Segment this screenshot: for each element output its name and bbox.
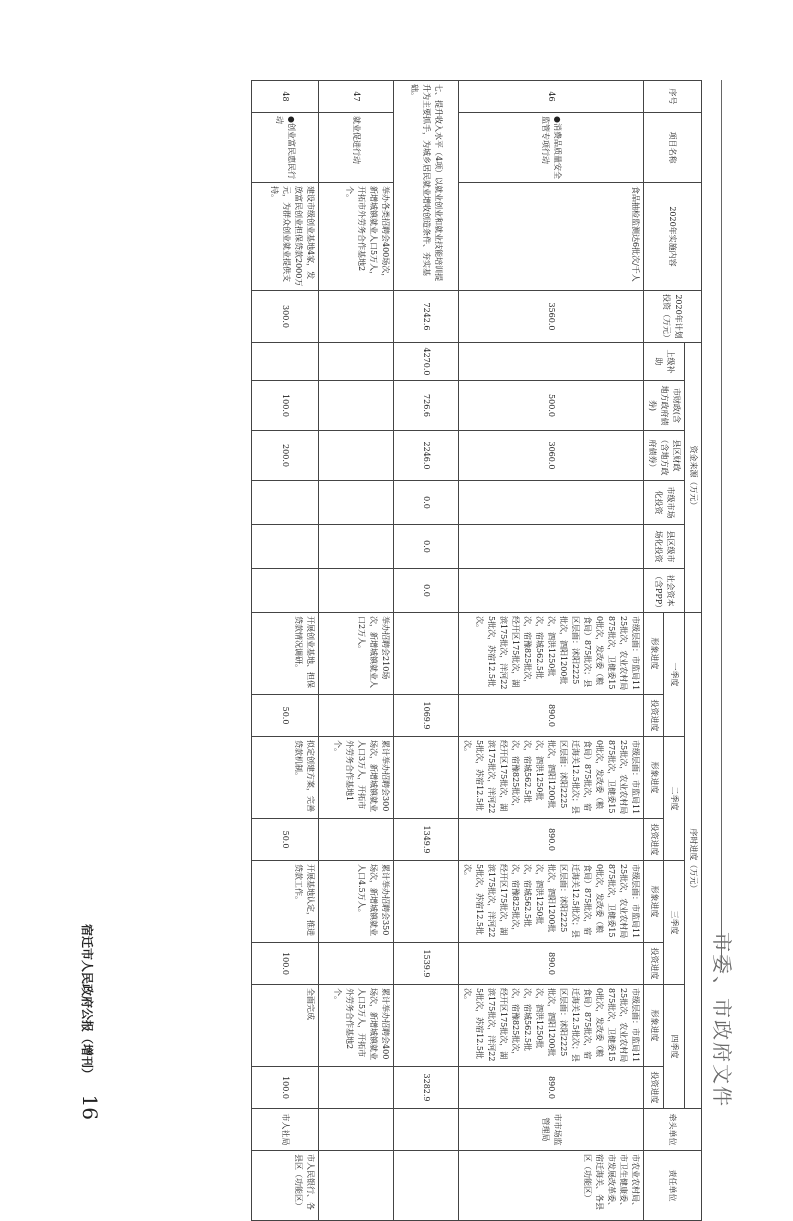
cell-lead — [319, 1109, 394, 1151]
cell-q2-invest: 890.0 — [459, 819, 644, 861]
table-row-47 — [319, 81, 394, 1221]
cell-plan: 7242.6 — [394, 291, 459, 343]
cell-resp — [319, 1151, 394, 1221]
cell-q3-visual — [394, 861, 459, 943]
header-schedule: 序时进度（万元） — [685, 613, 702, 1109]
header-q2-invest: 投资进度 — [644, 819, 665, 861]
cell-q4-visual: 市级层面：市监局1125批次，农业农村局875批次，卫健委150批次，发改委（粮食局）875批次，宿迁海关12.5批次；县区层面：沭阳2225批次，泗阳1200批次，泗洪1250批次，宿城562.5批次，宿豫825批次，经开区175批次，湖滨175批次，洋河225批次，苏宿12.5批次。 — [459, 985, 644, 1067]
cell-f-county: 3060.0 — [459, 431, 644, 481]
table-row-48 — [252, 81, 319, 1221]
cell-seq: 48 — [252, 81, 319, 113]
cell-f-sup — [252, 343, 319, 381]
cell-f-sup — [459, 343, 644, 381]
header-q4-invest: 投资进度 — [644, 1067, 665, 1109]
cell-f-sup — [319, 343, 394, 381]
cell-f-county-mkt — [319, 525, 394, 569]
header-resp: 责任单位 — [644, 1151, 702, 1221]
page-stage — [78, 80, 734, 1211]
document-footer — [68, 80, 102, 1120]
cell-q4-invest: 890.0 — [459, 1067, 644, 1109]
cell-q1-invest: 50.0 — [252, 695, 319, 737]
header-funding: 资金来源（万元） — [685, 343, 702, 613]
cell-content: 建设市级创业基地4家，发放富民创业担保贷款2000万元，为群众创业就业提供支持。 — [252, 183, 319, 291]
cell-q3-invest: 1539.9 — [394, 943, 459, 985]
cell-q1-visual — [394, 613, 459, 695]
cell-f-county: 200.0 — [252, 431, 319, 481]
cell-resp: 市农业农村局、市卫生健康委、市发展改革委、宿迁海关、各县区（功能区） — [459, 1151, 644, 1221]
cell-q2-visual: 拟定创建方案，完善贷款机制。 — [252, 737, 319, 819]
cell-lead — [394, 1109, 459, 1151]
table-section-row — [394, 81, 459, 1221]
cell-f-county — [319, 431, 394, 481]
cell-seq: 46 — [459, 81, 644, 113]
cell-f-city-mkt — [459, 481, 644, 525]
cell-section-name: 七、提升收入水平（4项）以就业创业和就业技能培训提升为主要抓手，为城乡居民就业增收创造条件、夯实基础。 — [394, 81, 459, 291]
header-content: 2020年实施内容 — [644, 183, 702, 291]
cell-f-social — [252, 569, 319, 613]
cell-f-city-mkt — [319, 481, 394, 525]
header-q4-visual: 形象进度 — [644, 985, 665, 1067]
document-header — [702, 80, 742, 1120]
cell-name: 就业促进行动 — [319, 113, 394, 183]
cell-q2-visual — [394, 737, 459, 819]
cell-q1-invest — [319, 695, 394, 737]
cell-plan: 3560.0 — [459, 291, 644, 343]
header-q1-visual: 形象进度 — [644, 613, 665, 695]
cell-q1-visual: 开展创业基地、担保贷款情况调研。 — [252, 613, 319, 695]
header-rule — [721, 80, 722, 970]
header-q2: 二季度 — [664, 737, 685, 861]
cell-f-social — [319, 569, 394, 613]
header-f-county-mkt: 县区级市场化投资 — [644, 525, 685, 569]
cell-lead: 市市场监管理局 — [459, 1109, 644, 1151]
cell-q4-invest: 3282.9 — [394, 1067, 459, 1109]
cell-name: ●消费品质量安全监管专项行动 — [459, 113, 644, 183]
cell-q2-visual: 市级层面：市监局1125批次，农业农村局875批次，卫健委150批次，发改委（粮食局）875批次，宿迁海关12.5批次；县区层面：沭阳2225批次，泗阳1200批次，泗洪1250批次，宿城562.5批次，宿豫825批次，经开区175批次，湖滨175批次，洋河225批次，苏宿12.5批次。 — [459, 737, 644, 819]
cell-name: ●创业富民惠民行动 — [252, 113, 319, 183]
header-f-city-mkt: 市级市场化投资 — [644, 481, 685, 525]
cell-q2-invest: 1349.9 — [394, 819, 459, 861]
cell-f-city-mkt: 0.0 — [394, 481, 459, 525]
cell-seq: 47 — [319, 81, 394, 113]
cell-f-city: 100.0 — [252, 381, 319, 431]
header-f-county: 县区财政（含地方政府债券） — [644, 431, 685, 481]
cell-q3-visual: 市级层面：市监局1125批次，农业农村局875批次，卫健委150批次，发改委（粮食局）875批次，宿迁海关12.5批次；县区层面：沭阳2225批次，泗阳1200批次，泗洪1250批次，宿城562.5批次，宿豫825批次，经开区175批次，湖滨175批次，洋河225批次，苏宿12.5批次。 — [459, 861, 644, 943]
header-q2-visual: 形象进度 — [644, 737, 665, 819]
header-f-sup: 上级补助 — [644, 343, 685, 381]
cell-plan: 300.0 — [252, 291, 319, 343]
cell-f-county-mkt — [252, 525, 319, 569]
cell-q1-invest: 1069.9 — [394, 695, 459, 737]
cell-q2-invest: 50.0 — [252, 819, 319, 861]
cell-q1-invest: 890.0 — [459, 695, 644, 737]
cell-q4-visual — [394, 985, 459, 1067]
header-q3: 三季度 — [664, 861, 685, 985]
cell-q3-visual: 开展基地认定，推进贷款工作。 — [252, 861, 319, 943]
cell-q2-invest — [319, 819, 394, 861]
cell-q3-invest — [319, 943, 394, 985]
cell-f-county-mkt: 0.0 — [394, 525, 459, 569]
cell-f-sup: 4270.0 — [394, 343, 459, 381]
cell-f-city — [319, 381, 394, 431]
cell-q4-visual: 全面完成 — [252, 985, 319, 1067]
header-name: 项目名称 — [644, 113, 702, 183]
cell-f-county-mkt — [459, 525, 644, 569]
cell-q4-invest: 100.0 — [252, 1067, 319, 1109]
cell-content: 举办各类招聘会400场次，新增城镇就业人口5万人，开拓市外劳务合作基地2个。 — [319, 183, 394, 291]
cell-f-city-mkt — [252, 481, 319, 525]
header-seq: 序号 — [644, 81, 702, 113]
project-table — [251, 80, 702, 1221]
cell-q3-visual: 累计举办招聘会350场次，新增城镇就业人口4.5万人。 — [319, 861, 394, 943]
cell-f-city: 500.0 — [459, 381, 644, 431]
header-plan: 2020年计划投资（万元） — [644, 291, 702, 343]
bulletin-name: 宿迁市人民政府公报（增刊） — [80, 923, 94, 1080]
header-lead: 牵头单位 — [644, 1109, 702, 1151]
cell-q4-visual: 累计举办招聘会400场次，新增城镇就业人口5万人，开拓市外劳务合作基地2个。 — [319, 985, 394, 1067]
header-q3-invest: 投资进度 — [644, 943, 665, 985]
page-number: 16 — [78, 1094, 102, 1120]
header-f-city: 市财政(含地方政府债券) — [644, 381, 685, 431]
cell-plan — [319, 291, 394, 343]
header-f-social: 社会资本（含PPP） — [644, 569, 685, 613]
cell-q1-visual: 市级层面：市监局1125批次，农业农村局875批次，卫健委150批次，发改委（粮食局）875批次；县区层面：沭阳2225批次，泗阳1200批次，泗洪1250批次，宿城562.5批次，宿豫825批次，经开区175批次，湖滨175批次，洋河225批次，苏宿12.5批次。 — [459, 613, 644, 695]
cell-q1-visual: 举办招聘会210场次，新增城镇就业人口2万人。 — [319, 613, 394, 695]
cell-resp — [394, 1151, 459, 1221]
header-q4: 四季度 — [664, 985, 685, 1109]
table-row-46 — [459, 81, 644, 1221]
header-title: 市委、市政府文件 — [710, 932, 734, 1108]
cell-f-social: 0.0 — [394, 569, 459, 613]
cell-q4-invest — [319, 1067, 394, 1109]
cell-q2-visual: 累计举办招聘会300场次，新增城镇就业人口3万人，开拓市外劳务合作基地1个。 — [319, 737, 394, 819]
cell-lead: 市人社局 — [252, 1109, 319, 1151]
cell-content: 食品抽检监测达6批次/千人 — [459, 183, 644, 291]
cell-q3-invest: 100.0 — [252, 943, 319, 985]
cell-f-social — [459, 569, 644, 613]
header-q3-visual: 形象进度 — [644, 861, 665, 943]
rotated-page — [78, 80, 734, 1211]
header-q1: 一季度 — [664, 613, 685, 737]
cell-q3-invest: 890.0 — [459, 943, 644, 985]
header-q1-invest: 投资进度 — [644, 695, 665, 737]
cell-f-city: 726.6 — [394, 381, 459, 431]
cell-f-county: 2246.0 — [394, 431, 459, 481]
cell-resp: 市人民银行、各县区（功能区） — [252, 1151, 319, 1221]
